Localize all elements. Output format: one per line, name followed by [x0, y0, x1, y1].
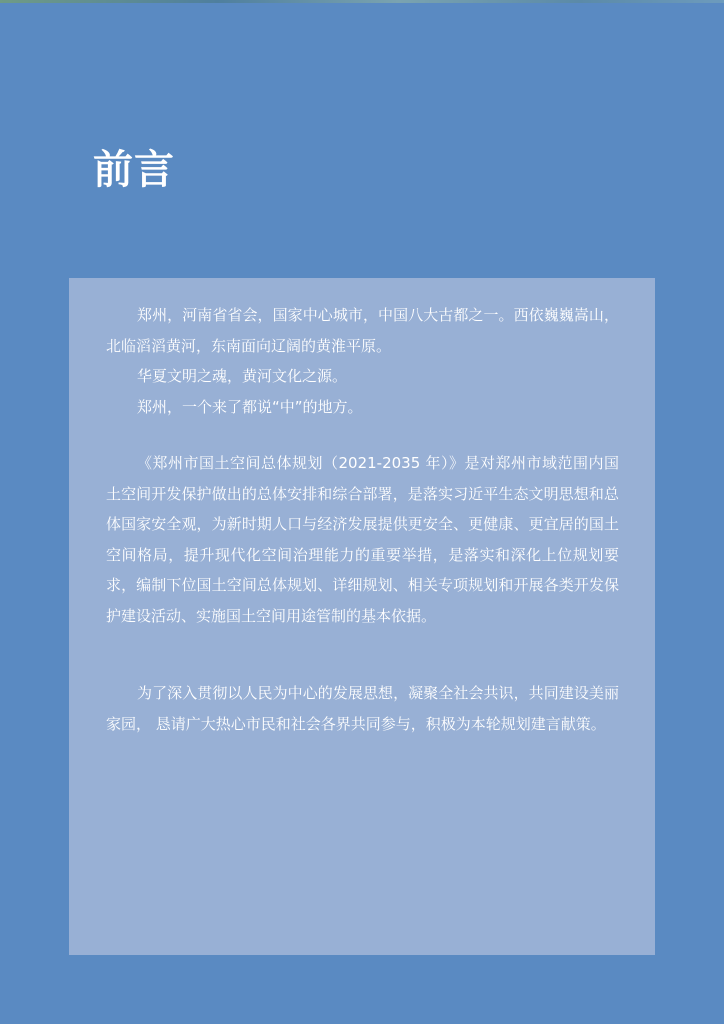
- page-title: 前言: [93, 147, 175, 193]
- intro-section: [106, 300, 619, 422]
- intro-paragraph-location: 郑州，河南省省会，国家中心城市，中国八大古都之一。西依巍巍嵩山，北临滔滔黄河，东南面向辽阔的黄淮平原。: [106, 306, 619, 355]
- plan-description-section: [106, 448, 619, 631]
- call-to-action-paragraph: 为了深入贯彻以人民为中心的发展思想，凝聚全社会共识，共同建设美丽家园， 恳请广大热心市民和社会各界共同参与，积极为本轮规划建言献策。: [106, 684, 619, 733]
- intro-paragraph-slogan: 郑州，一个来了都说“中”的地方。: [137, 397, 363, 416]
- content-panel: [69, 278, 655, 955]
- top-decorative-strip: [0, 0, 724, 3]
- call-to-action-section: [106, 678, 619, 739]
- intro-paragraph-culture: 华夏文明之魂，黄河文化之源。: [137, 367, 348, 385]
- plan-description-paragraph: 《郑州市国土空间总体规划（2021-2035 年）》是对郑州市域范围内国土空间开发保护做出的总体安排和综合部署，是落实习近平生态文明思想和总体国家安全观，为新时期人口与经济发展提供更安全、更健康、更宜居的国土空间格局，提升现代化空间治理能力的重要举措，是落实和深化上位规划要求，编制下位国土空间总体规划、详细规划、相关专项规划和开展各类开发保护建设活动、实施国土空间用途管制的基本依据。: [106, 454, 619, 625]
